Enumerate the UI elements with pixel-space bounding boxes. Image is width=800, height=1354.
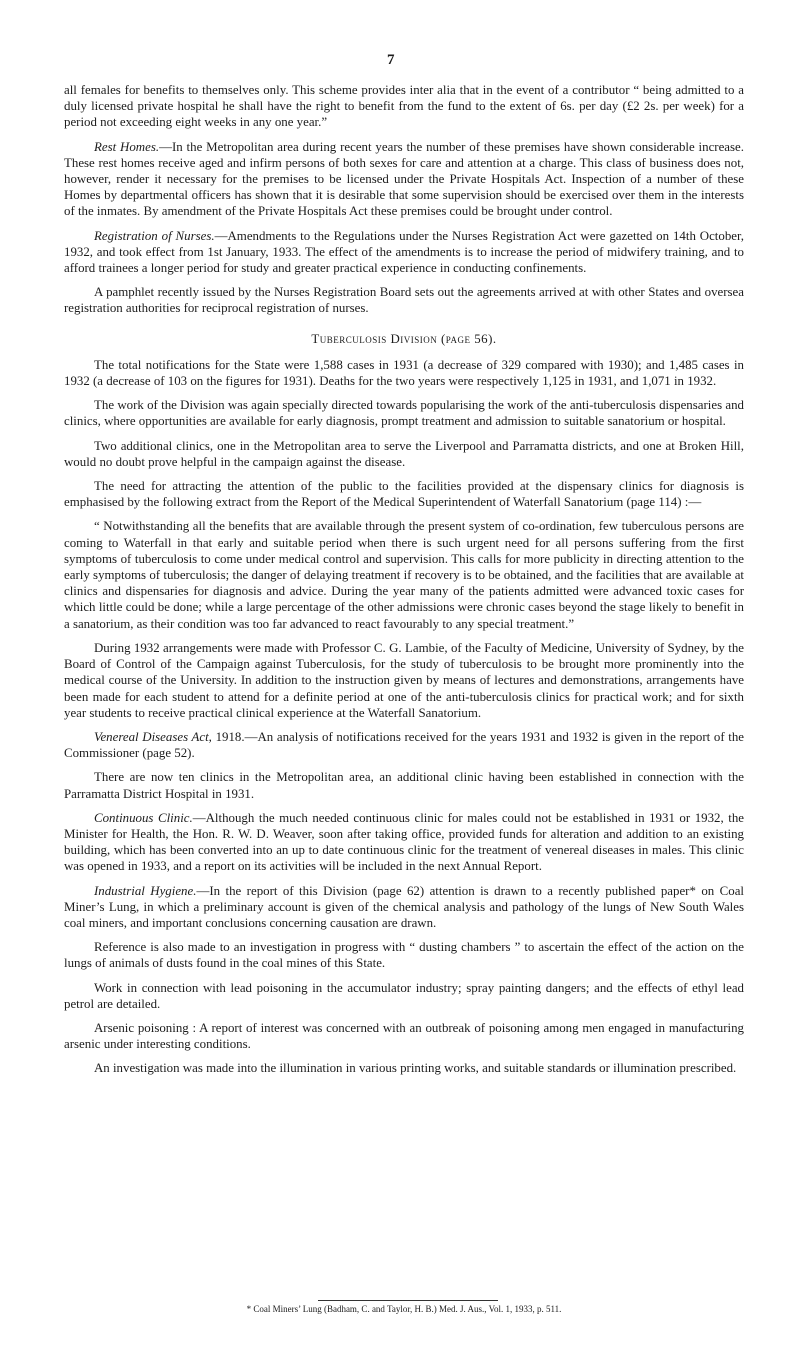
paragraph-text: —Amendments to the Regulations under the Nurses Registration Act were gazetted on 14th October, 1932, and took effect from 1st January, 1933. The effect of the amendments is to increase the period of midwifery training, and to afford trainees a longer period for study and greater practical experience in conducting confinements. <box>64 228 744 276</box>
paragraph-lead: Industrial Hygiene. <box>94 883 197 898</box>
paragraph <box>64 139 744 220</box>
paragraph <box>64 82 744 131</box>
paragraph-text: —Although the much needed continuous clinic for males could not be established in 1931 or 1932, the Minister for Health, the Hon. R. W. D. Weaver, soon after taking office, provided funds for alteration and addition to an existing building, which has been converted into an up to date continuous clinic for the treatment of venereal diseases in males. This clinic was opened in 1933, and a report on its activities will be included in the next Annual Report. <box>64 810 745 874</box>
paragraph <box>64 810 744 875</box>
paragraph-text: An investigation was made into the illumination in various printing works, and suitable standards or illumination prescribed. <box>94 1061 737 1076</box>
paragraph-lead: Registration of Nurses. <box>94 228 215 243</box>
paragraph <box>64 397 744 429</box>
paragraph-text: During 1932 arrangements were made with Professor C. G. Lambie, of the Faculty of Medicine, University of Sydney, by the Board of Control of the Campaign against Tuberculosis, for the study of tuberculosis to be brought more prominently into the medical course of the University. In addition to the instruction given by means of lectures and demonstrations, arrangements have been made for each student to attend for a definite period at one of the anti-tuberculosis clinics for practical work; and for sixth year students to receive practical clinical experience at the Waterfall Sanatorium. <box>64 640 744 720</box>
paragraph <box>64 284 744 316</box>
paragraph-text: 1918.—An analysis of notifications received for the years 1931 and 1932 is given in the report of the Commissioner (page 52). <box>64 729 745 761</box>
paragraph <box>64 228 744 277</box>
page-number: 7 <box>387 52 395 68</box>
paragraph-lead: Rest Homes. <box>94 139 160 154</box>
body-text <box>64 82 744 1085</box>
paragraph <box>64 640 744 721</box>
paragraph-text: Two additional clinics, one in the Metropolitan area to serve the Liverpool and Parramatta districts, and one at Broken Hill, would no doubt prove helpful in the campaign against the disease. <box>64 438 744 469</box>
section-heading: Tuberculosis Division (page 56). <box>311 331 497 346</box>
paragraph <box>64 939 744 971</box>
paragraph-text: Work in connection with lead poisoning in the accumulator industry; spray painting dangers; and the effects of ethyl lead petrol are detailed. <box>64 980 744 1011</box>
paragraph-text: —In the report of this Division (page 62) attention is drawn to a recently published paper* on Coal Miner’s Lung, in which a preliminary account is given of the chemical analysis and pathology of the lungs of New South Wales coal miners, and important conclusions concerning causation are drawn. <box>64 883 744 930</box>
paragraph <box>64 729 744 761</box>
paragraph-text: The total notifications for the State were 1,588 cases in 1931 (a decrease of 329 compared with 1930); and 1,485 cases in 1932 (a decrease of 103 on the figures for 1931). Deaths for the two years were respectively 1,125 in 1931, and 1,071 in 1932. <box>64 357 744 389</box>
quoted-paragraph <box>64 518 744 631</box>
paragraph-text: —In the Metropolitan area during recent years the number of these premises have shown considerable increase. These rest homes receive aged and infirm persons of both sexes for care and attention at a charge. This class of business does not, however, render it necessary for the premises to be licensed under the Private Hospitals Act. Inspection of a number of these Homes by departmental officers has shown that it is desirable that some supervision should be exercised over them in the interests of the inmates. By amendment of the Private Hospitals Act these premises could be brought under control. <box>64 139 744 219</box>
paragraph-text: Arsenic poisoning : A report of interest was concerned with an outbreak of poisoning among men engaged in manufacturing arsenic under interesting conditions. <box>64 1020 744 1052</box>
paragraph-text: There are now ten clinics in the Metropolitan area, an additional clinic having been established in connection with the Parramatta District Hospital in 1931. <box>64 770 744 801</box>
paragraph <box>64 980 744 1012</box>
paragraph <box>64 438 744 470</box>
paragraph-text: Reference is also made to an investigation in progress with “ dusting chambers ” to ascertain the effect of the action on the lungs of animals of dusts found in the coal mines of this State. <box>64 940 744 971</box>
paragraph <box>64 769 744 801</box>
paragraph-lead: Venereal Diseases Act, <box>94 729 212 744</box>
paragraph-text: “ Notwithstanding all the benefits that are available through the present system of co-ordination, few tuberculous persons are coming to Waterfall in that early and suitable period when there is such urgent need for all persons suffering from the first symptoms of tuberculosis to come under medical control and supervision. This calls for more publicity in directing attention to the early symptoms of tuberculosis; the danger of delaying treatment if recovery is to be obtained, and the facilities that are available at clinics and dispensaries for diagnosis and advice. During the year many of the patients admitted were advanced toxic cases for which little could be done; while a large percentage of the other admissions were chronic cases beyond the stage likely to benefit in a sanatorium, as their condition was too far advanced to react favourably to any special treatment.” <box>64 519 744 631</box>
paragraph <box>64 478 744 510</box>
footnote-divider <box>318 1300 498 1301</box>
paragraph <box>64 1020 744 1052</box>
paragraph-lead: Continuous Clinic. <box>94 810 193 825</box>
paragraph <box>64 883 744 932</box>
paragraph-text: A pamphlet recently issued by the Nurses Registration Board sets out the agreements arrived at with other States and oversea registration authorities for reciprocal registration of nurses. <box>64 285 744 316</box>
paragraph-text: The work of the Division was again specially directed towards popularising the work of the anti-tuberculosis dispensaries and clinics, where opportunities are available for early diagnosis, prompt treatment and admission to suitable sanatorium or hospital. <box>64 398 744 429</box>
paragraph <box>64 1060 744 1076</box>
footnote: * Coal Miners’ Lung (Badham, C. and Taylor, H. B.) Med. J. Aus., Vol. 1, 1933, p. 511. <box>246 1304 562 1314</box>
paragraph-text: all females for benefits to themselves only. This scheme provides inter alia that in the event of a contributor “ being admitted to a duly licensed private hospital he shall have the right to benefit from the fund to the extent of 6s. per day (£2 2s. per week) for a period not exceeding eight weeks in any one year.” <box>64 83 744 130</box>
paragraph <box>64 357 744 389</box>
paragraph-text: The need for attracting the attention of the public to the facilities provided at the dispensary clinics for diagnosis is emphasised by the following extract from the Report of the Medical Superintendent of Waterfall Sanatorium (page 114) :— <box>64 479 744 510</box>
